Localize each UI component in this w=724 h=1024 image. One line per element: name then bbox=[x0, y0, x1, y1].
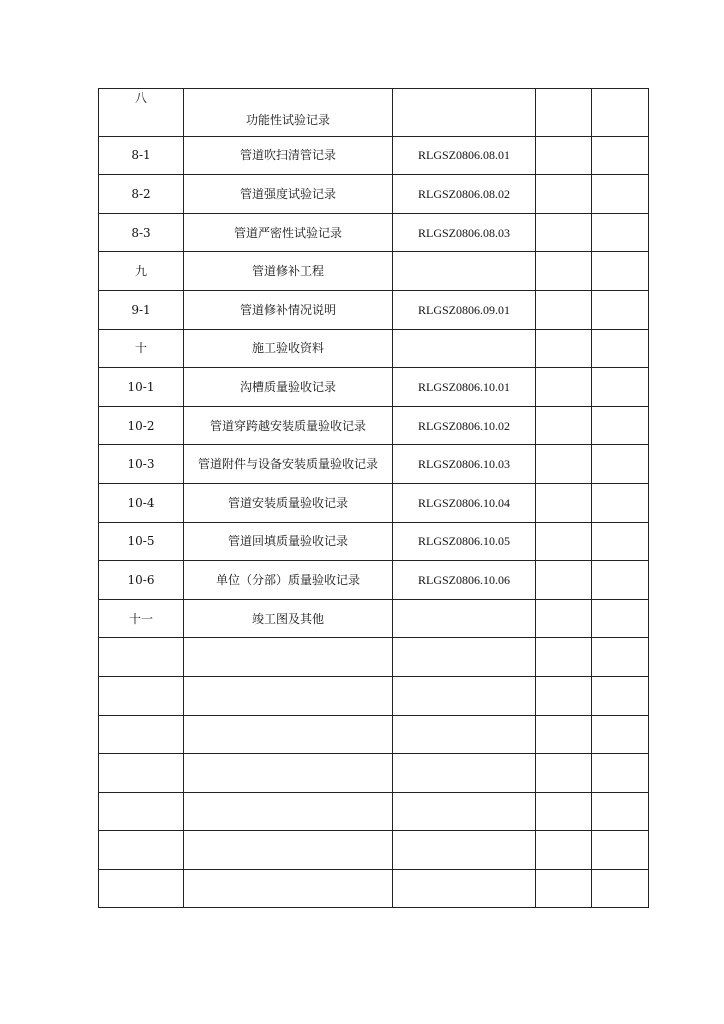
blank-cell-1 bbox=[536, 561, 592, 600]
item-number-cell bbox=[99, 638, 184, 677]
item-number-cell bbox=[99, 831, 184, 870]
record-code-cell bbox=[393, 754, 536, 793]
blank-cell-2 bbox=[592, 368, 649, 407]
record-code-cell: RLGSZ0806.10.02 bbox=[393, 406, 536, 445]
record-code-cell bbox=[393, 676, 536, 715]
blank-cell-1 bbox=[536, 599, 592, 638]
item-number-cell: 10-5 bbox=[99, 522, 184, 561]
blank-cell-2 bbox=[592, 792, 649, 831]
record-code-cell bbox=[393, 869, 536, 908]
record-code-cell bbox=[393, 329, 536, 368]
blank-cell-2 bbox=[592, 869, 649, 908]
record-code-cell: RLGSZ0806.09.01 bbox=[393, 290, 536, 329]
blank-cell-2 bbox=[592, 676, 649, 715]
table-body bbox=[99, 89, 649, 908]
blank-cell-2 bbox=[592, 329, 649, 368]
record-name-cell bbox=[184, 869, 393, 908]
blank-cell-1 bbox=[536, 715, 592, 754]
blank-cell-1 bbox=[536, 831, 592, 870]
record-code-cell: RLGSZ0806.10.03 bbox=[393, 445, 536, 484]
record-code-cell bbox=[393, 638, 536, 677]
table-row bbox=[99, 368, 649, 407]
blank-cell-2 bbox=[592, 213, 649, 252]
record-name-cell: 管道强度试验记录 bbox=[184, 175, 393, 214]
record-code-cell bbox=[393, 831, 536, 870]
record-code-cell bbox=[393, 599, 536, 638]
record-name-cell: 管道回填质量验收记录 bbox=[184, 522, 393, 561]
record-name-cell: 功能性试验记录 bbox=[184, 89, 393, 137]
blank-cell-1 bbox=[536, 175, 592, 214]
item-number-cell: 9-1 bbox=[99, 290, 184, 329]
table-row bbox=[99, 599, 649, 638]
item-number-cell: 十 bbox=[99, 329, 184, 368]
item-number-cell bbox=[99, 754, 184, 793]
blank-cell-1 bbox=[536, 136, 592, 175]
blank-cell-2 bbox=[592, 522, 649, 561]
record-name-cell: 沟槽质量验收记录 bbox=[184, 368, 393, 407]
record-code-cell: RLGSZ0806.10.04 bbox=[393, 483, 536, 522]
item-number-cell bbox=[99, 792, 184, 831]
record-code-cell: RLGSZ0806.10.05 bbox=[393, 522, 536, 561]
blank-cell-2 bbox=[592, 136, 649, 175]
record-name-cell bbox=[184, 831, 393, 870]
record-code-cell: RLGSZ0806.08.02 bbox=[393, 175, 536, 214]
record-code-cell: RLGSZ0806.08.03 bbox=[393, 213, 536, 252]
record-code-cell: RLGSZ0806.10.06 bbox=[393, 561, 536, 600]
table-row bbox=[99, 715, 649, 754]
table-row bbox=[99, 89, 649, 137]
blank-cell-2 bbox=[592, 831, 649, 870]
blank-cell-1 bbox=[536, 676, 592, 715]
table-row bbox=[99, 213, 649, 252]
table-row bbox=[99, 638, 649, 677]
blank-cell-2 bbox=[592, 406, 649, 445]
record-index-table bbox=[98, 88, 649, 908]
table-row bbox=[99, 252, 649, 291]
record-name-cell: 管道吹扫清管记录 bbox=[184, 136, 393, 175]
blank-cell-2 bbox=[592, 290, 649, 329]
blank-cell-1 bbox=[536, 483, 592, 522]
blank-cell-2 bbox=[592, 483, 649, 522]
record-name-cell bbox=[184, 676, 393, 715]
record-name-cell bbox=[184, 754, 393, 793]
record-name-cell: 施工验收资料 bbox=[184, 329, 393, 368]
blank-cell-2 bbox=[592, 561, 649, 600]
blank-cell-1 bbox=[536, 368, 592, 407]
blank-cell-2 bbox=[592, 638, 649, 677]
blank-cell-2 bbox=[592, 754, 649, 793]
blank-cell-1 bbox=[536, 290, 592, 329]
table-row bbox=[99, 483, 649, 522]
blank-cell-1 bbox=[536, 638, 592, 677]
item-number-cell: 十一 bbox=[99, 599, 184, 638]
item-number-cell bbox=[99, 715, 184, 754]
table-row bbox=[99, 522, 649, 561]
record-code-cell bbox=[393, 715, 536, 754]
blank-cell-1 bbox=[536, 89, 592, 137]
item-number-cell: 8-1 bbox=[99, 136, 184, 175]
record-code-cell bbox=[393, 89, 536, 137]
blank-cell-1 bbox=[536, 869, 592, 908]
item-number-cell: 8-2 bbox=[99, 175, 184, 214]
table-row bbox=[99, 406, 649, 445]
blank-cell-1 bbox=[536, 792, 592, 831]
blank-cell-1 bbox=[536, 522, 592, 561]
blank-cell-2 bbox=[592, 445, 649, 484]
table-row bbox=[99, 754, 649, 793]
record-name-cell: 单位（分部）质量验收记录 bbox=[184, 561, 393, 600]
blank-cell-1 bbox=[536, 754, 592, 793]
table-row bbox=[99, 445, 649, 484]
item-number-cell: 10-1 bbox=[99, 368, 184, 407]
table-row bbox=[99, 676, 649, 715]
blank-cell-2 bbox=[592, 715, 649, 754]
table-row bbox=[99, 175, 649, 214]
item-number-cell: 8-3 bbox=[99, 213, 184, 252]
blank-cell-1 bbox=[536, 445, 592, 484]
record-name-cell bbox=[184, 638, 393, 677]
blank-cell-1 bbox=[536, 406, 592, 445]
record-code-cell: RLGSZ0806.08.01 bbox=[393, 136, 536, 175]
record-name-cell bbox=[184, 792, 393, 831]
record-name-cell: 管道附件与设备安装质量验收记录 bbox=[184, 445, 393, 484]
record-name-cell: 管道修补情况说明 bbox=[184, 290, 393, 329]
blank-cell-2 bbox=[592, 89, 649, 137]
table-row bbox=[99, 792, 649, 831]
item-number-cell: 八 bbox=[99, 89, 184, 137]
item-number-cell bbox=[99, 869, 184, 908]
item-number-cell: 10-6 bbox=[99, 561, 184, 600]
record-code-cell bbox=[393, 792, 536, 831]
blank-cell-1 bbox=[536, 213, 592, 252]
table-row bbox=[99, 561, 649, 600]
table-row bbox=[99, 290, 649, 329]
item-number-cell bbox=[99, 676, 184, 715]
record-code-cell: RLGSZ0806.10.01 bbox=[393, 368, 536, 407]
blank-cell-1 bbox=[536, 252, 592, 291]
blank-cell-1 bbox=[536, 329, 592, 368]
table-row bbox=[99, 329, 649, 368]
record-name-cell: 管道安装质量验收记录 bbox=[184, 483, 393, 522]
record-name-cell: 竣工图及其他 bbox=[184, 599, 393, 638]
blank-cell-2 bbox=[592, 175, 649, 214]
table-row bbox=[99, 831, 649, 870]
record-name-cell: 管道修补工程 bbox=[184, 252, 393, 291]
item-number-cell: 10-2 bbox=[99, 406, 184, 445]
item-number-cell: 10-4 bbox=[99, 483, 184, 522]
record-code-cell bbox=[393, 252, 536, 291]
item-number-cell: 九 bbox=[99, 252, 184, 291]
record-name-cell: 管道穿跨越安装质量验收记录 bbox=[184, 406, 393, 445]
item-number-cell: 10-3 bbox=[99, 445, 184, 484]
table-row bbox=[99, 869, 649, 908]
blank-cell-2 bbox=[592, 599, 649, 638]
record-name-cell bbox=[184, 715, 393, 754]
blank-cell-2 bbox=[592, 252, 649, 291]
table-row bbox=[99, 136, 649, 175]
record-name-cell: 管道严密性试验记录 bbox=[184, 213, 393, 252]
